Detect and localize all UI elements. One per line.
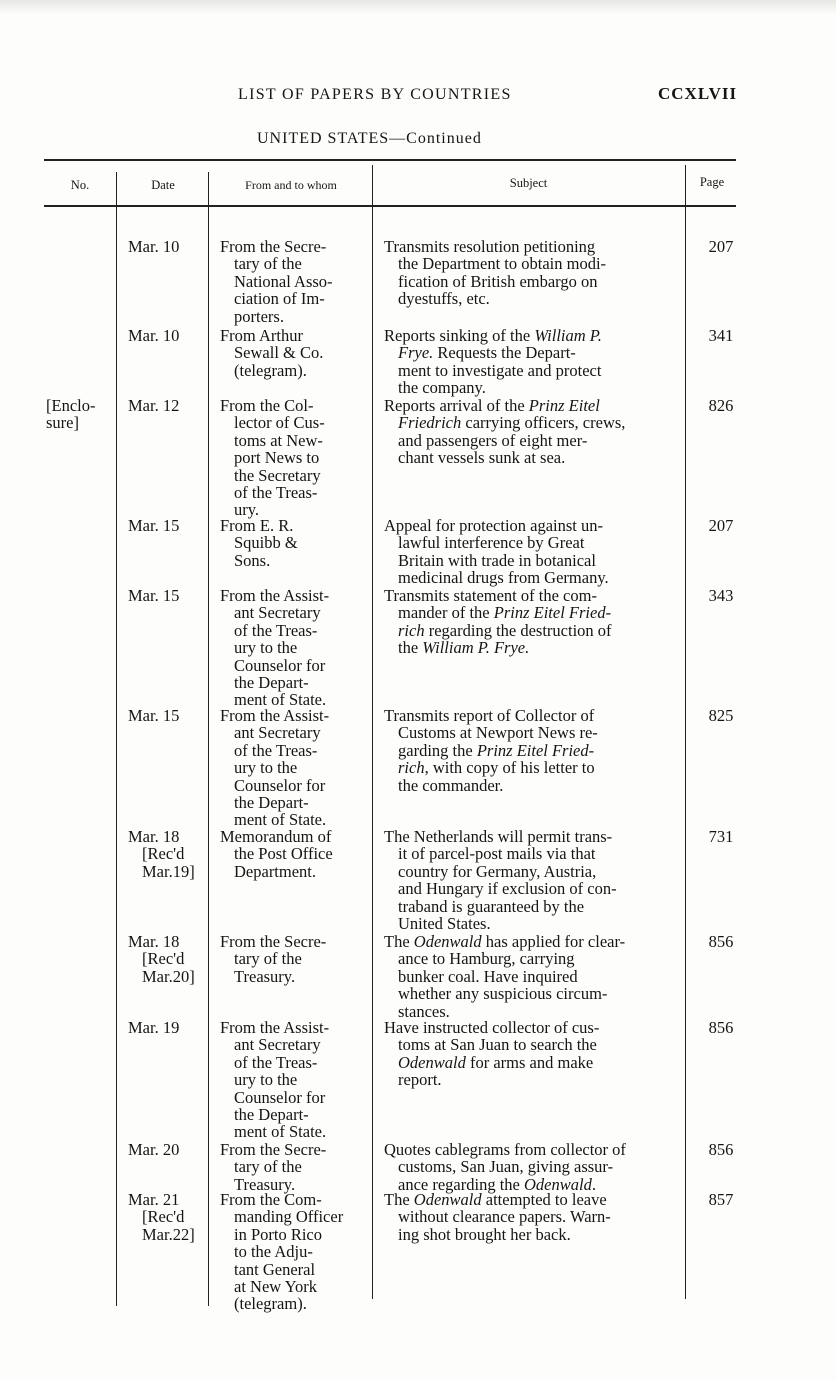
cell-subject [384, 933, 676, 1020]
cell-from-line: ant Secretary [234, 603, 321, 623]
page-edge-shading [0, 0, 836, 14]
cell-from-line: Sons. [234, 550, 271, 570]
cell-subject-line: garding the Prinz Eitel Fried- [398, 740, 595, 760]
cell-from-line: From E. R. [220, 516, 294, 535]
cell-date [128, 1019, 208, 1036]
cell-page: 856 [708, 932, 734, 951]
cell-page: 857 [708, 1190, 734, 1209]
cell-date-line: [Rec'd [142, 844, 185, 864]
cell-date [128, 397, 208, 414]
cell-page: 825 [708, 706, 734, 725]
cell-from-line: (telegram). [234, 360, 307, 380]
cell-subject-line: toms at San Juan to search the [398, 1035, 597, 1055]
cell-subject-line: without clearance papers. Warn- [398, 1207, 611, 1227]
cell-from-line: From the Col- [220, 396, 314, 415]
cell-date-line: Mar.19] [142, 861, 195, 881]
cell-subject-line: The Netherlands will permit trans- [384, 827, 613, 846]
cell-date-line: Mar.22] [142, 1224, 195, 1244]
cell-subject [384, 707, 676, 794]
column-divider [116, 172, 117, 1306]
cell-subject-line: fication of British embargo on [398, 271, 598, 291]
cell-from-line: of the Treas- [234, 620, 318, 640]
cell-date-line: Mar. 12 [128, 396, 180, 415]
cell-from-line: From the Secre- [220, 932, 327, 951]
cell-from-line: of the Treas- [234, 483, 318, 503]
cell-from [220, 707, 370, 829]
cell-page: 826 [708, 396, 734, 415]
cell-from-line: ment of State. [234, 1122, 327, 1142]
cell-subject-line: rich regarding the destruction of [398, 620, 612, 640]
cell-from-line: in Porto Rico [234, 1224, 323, 1244]
cell-from [220, 1191, 370, 1313]
cell-subject-line: Transmits statement of the com- [384, 586, 597, 605]
cell-from-line: lector of Cus- [234, 413, 325, 433]
cell-subject-line: Quotes cablegrams from collector of [384, 1140, 626, 1159]
cell-subject-line: Transmits resolution petitioning [384, 237, 596, 256]
cell-subject [384, 238, 676, 308]
cell-date-line: Mar. 18 [128, 827, 180, 846]
cell-subject-line: and passengers of eight mer- [398, 430, 588, 450]
cell-from [220, 327, 370, 379]
cell-from-line: of the Treas- [234, 740, 318, 760]
cell-subject-line: the Department to obtain modi- [398, 254, 607, 274]
cell-from-line: porters. [234, 306, 284, 326]
cell-from-line: the Secretary [234, 465, 321, 485]
cell-subject-line: dyestuffs, etc. [398, 289, 490, 309]
cell-date [128, 707, 208, 724]
cell-from-line: Sewall & Co. [234, 343, 324, 363]
cell-subject-line: traband is guaranteed by the [398, 896, 585, 916]
cell-from-line: ant Secretary [234, 1035, 321, 1055]
cell-subject-line: Frye. Requests the Depart- [398, 343, 576, 363]
column-header-from: From and to whom [245, 178, 337, 192]
cell-subject-line: Have instructed collector of cus- [384, 1018, 600, 1037]
header-bottom-rule [44, 205, 736, 207]
cell-date-line: Mar. 10 [128, 326, 180, 345]
cell-from-line: Counselor for [234, 1087, 326, 1107]
cell-subject-line: customs, San Juan, giving assur- [398, 1157, 614, 1177]
cell-from-line: ciation of Im- [234, 289, 325, 309]
cell-from-line: tant General [234, 1259, 316, 1279]
cell-date-line: Mar. 10 [128, 237, 180, 256]
cell-from-line: From the Com- [220, 1190, 322, 1209]
cell-from-line: tary of the [234, 254, 302, 274]
cell-subject-line: ance regarding the Odenwald. [398, 1174, 596, 1194]
cell-subject-line: lawful interference by Great [398, 533, 585, 553]
cell-page: 341 [708, 326, 734, 345]
cell-from-line: tary of the [234, 1157, 302, 1177]
cell-page: 856 [708, 1018, 734, 1037]
cell-date-line: Mar.20] [142, 966, 195, 986]
cell-date-line: [Rec'd [142, 949, 185, 969]
cell-from-line: ury. [234, 500, 260, 520]
cell-from-line: (telegram). [234, 1294, 307, 1314]
cell-from-line: toms at New- [234, 430, 323, 450]
cell-no-line: [Enclo- [46, 396, 96, 415]
cell-subject [384, 1019, 676, 1089]
cell-from-line: tary of the [234, 949, 302, 969]
cell-subject-line: chant vessels sunk at sea. [398, 448, 566, 468]
cell-date-line: Mar. 15 [128, 586, 180, 605]
column-divider [372, 165, 373, 1299]
cell-subject [384, 327, 676, 397]
cell-from-line: ment of State. [234, 810, 327, 830]
cell-subject-line: and Hungary if exclusion of con- [398, 879, 617, 899]
cell-from-line: the Post Office [234, 844, 333, 864]
cell-from-line: From the Secre- [220, 1140, 327, 1159]
column-header-page: Page [699, 175, 725, 189]
table-top-rule [44, 159, 736, 161]
cell-from-line: Squibb & [234, 533, 298, 553]
cell-from-line: the Depart- [234, 793, 309, 813]
cell-page: 207 [708, 516, 734, 535]
cell-subject-line: The Odenwald attempted to leave [384, 1190, 607, 1209]
cell-from [220, 587, 370, 709]
cell-from [220, 828, 370, 880]
cell-date [128, 1141, 208, 1158]
cell-from-line: Treasury. [234, 966, 296, 986]
cell-subject-line: Reports sinking of the William P. [384, 326, 602, 345]
cell-from [220, 397, 370, 519]
cell-from-line: From the Secre- [220, 237, 327, 256]
cell-no [46, 397, 112, 432]
cell-from-line: From Arthur [220, 326, 303, 345]
cell-date-line: [Rec'd [142, 1207, 185, 1227]
cell-subject [384, 517, 676, 587]
cell-subject [384, 1141, 676, 1193]
cell-subject [384, 828, 676, 932]
cell-date [128, 238, 208, 255]
cell-subject-line: rich, with copy of his letter to [398, 758, 595, 778]
cell-page: 731 [708, 827, 734, 846]
cell-page: 207 [708, 237, 734, 256]
cell-subject-line: medicinal drugs from Germany. [398, 568, 609, 588]
cell-from-line: manding Officer [234, 1207, 344, 1227]
cell-from-line: Counselor for [234, 775, 326, 795]
page-numeral: CCXLVII [658, 84, 738, 103]
cell-from-line: ment of State. [234, 690, 327, 710]
cell-subject-line: Britain with trade in botanical [398, 550, 596, 570]
column-divider [685, 165, 686, 1299]
cell-date [128, 327, 208, 344]
cell-from-line: of the Treas- [234, 1052, 318, 1072]
cell-subject-line: ing shot brought her back. [398, 1224, 571, 1244]
cell-from-line: From the Assist- [220, 586, 330, 605]
cell-subject-line: The Odenwald has applied for clear- [384, 932, 626, 951]
cell-from [220, 238, 370, 325]
cell-from-line: Treasury. [234, 1174, 296, 1194]
cell-date-line: Mar. 15 [128, 706, 180, 725]
cell-date [128, 828, 208, 880]
running-title: LIST OF PAPERS BY COUNTRIES [238, 86, 512, 103]
cell-subject-line: mander of the Prinz Eitel Fried- [398, 603, 612, 623]
cell-date-line: Mar. 19 [128, 1018, 180, 1037]
cell-date-line: Mar. 18 [128, 932, 180, 951]
cell-subject-line: report. [398, 1070, 442, 1090]
column-header-no: No. [70, 178, 90, 192]
cell-from-line: Department. [234, 861, 317, 881]
cell-from [220, 1141, 370, 1193]
cell-subject-line: Transmits report of Collector of [384, 706, 595, 725]
cell-from-line: at New York [234, 1277, 317, 1297]
cell-subject-line: Customs at Newport News re- [398, 723, 598, 743]
cell-subject-line: Reports arrival of the Prinz Eitel [384, 396, 600, 415]
cell-subject-line: United States. [398, 914, 491, 934]
cell-subject-line: Odenwald for arms and make [398, 1052, 594, 1072]
cell-subject-line: stances. [398, 1001, 450, 1021]
cell-from-line: ury to the [234, 758, 298, 778]
cell-subject [384, 397, 676, 467]
cell-from-line: ury to the [234, 1070, 298, 1090]
cell-subject-line: bunker coal. Have inquired [398, 966, 578, 986]
cell-date-line: Mar. 21 [128, 1190, 180, 1209]
cell-date [128, 587, 208, 604]
cell-date [128, 933, 208, 985]
cell-subject-line: whether any suspicious circum- [398, 984, 608, 1004]
cell-subject-line: country for Germany, Austria, [398, 861, 597, 881]
cell-from-line: the Depart- [234, 673, 309, 693]
cell-date-line: Mar. 15 [128, 516, 180, 535]
cell-from [220, 517, 370, 569]
column-header-date: Date [151, 178, 175, 192]
cell-from-line: ant Secretary [234, 723, 321, 743]
cell-subject-line: the commander. [398, 775, 504, 795]
cell-from-line: National Asso- [234, 271, 333, 291]
cell-subject [384, 587, 676, 657]
cell-from-line: the Depart- [234, 1105, 309, 1125]
cell-subject-line: ment to investigate and protect [398, 360, 602, 380]
cell-subject [384, 1191, 676, 1243]
cell-from-line: Memorandum of [220, 827, 332, 846]
cell-page: 856 [708, 1140, 734, 1159]
cell-from [220, 933, 370, 985]
cell-page: 343 [708, 586, 734, 605]
section-subtitle: UNITED STATES—Continued [257, 130, 482, 147]
cell-subject-line: the William P. Frye. [398, 638, 530, 658]
cell-subject-line: Appeal for protection against un- [384, 516, 604, 535]
cell-subject-line: the company. [398, 378, 486, 398]
cell-date-line: Mar. 20 [128, 1140, 180, 1159]
column-header-subject: Subject [509, 176, 548, 190]
cell-subject-line: Friedrich carrying officers, crews, [398, 413, 626, 433]
cell-subject-line: ance to Hamburg, carrying [398, 949, 575, 969]
cell-from-line: Counselor for [234, 655, 326, 675]
cell-date [128, 517, 208, 534]
cell-from-line: to the Adju- [234, 1242, 313, 1262]
cell-date [128, 1191, 208, 1243]
cell-no-line: sure] [46, 413, 79, 433]
cell-from-line: From the Assist- [220, 1018, 330, 1037]
cell-from [220, 1019, 370, 1141]
column-divider [208, 172, 209, 1306]
cell-from-line: From the Assist- [220, 706, 330, 725]
cell-from-line: ury to the [234, 638, 298, 658]
cell-subject-line: it of parcel-post mails via that [398, 844, 596, 864]
cell-from-line: port News to [234, 448, 320, 468]
